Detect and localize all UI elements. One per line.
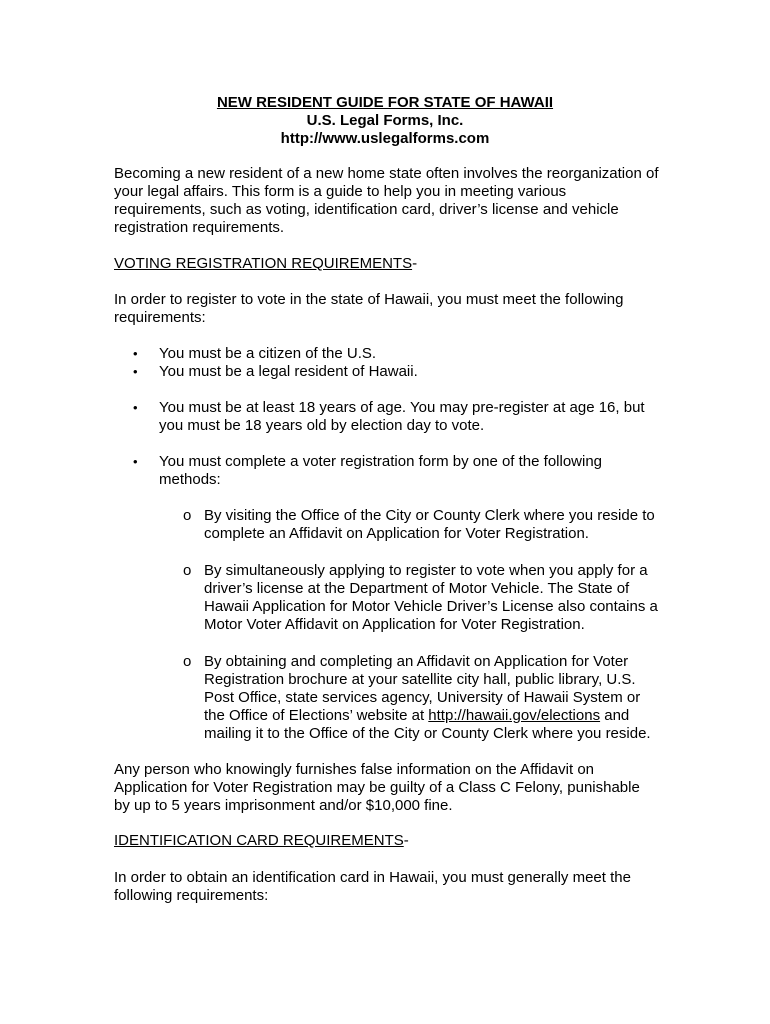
company-name: U.S. Legal Forms, Inc. xyxy=(306,112,464,129)
voting-heading-suffix: - xyxy=(412,255,418,272)
penalty-paragraph: Any person who knowingly furnishes false information on the Affidavit on Application for Voter Registration may be guilty of a Class C Felony, punishable by up to 5 years imprisonment and/or $10,000 fine. xyxy=(114,761,640,814)
intro-paragraph: Becoming a new resident of a new home state often involves the reorganization of your legal affairs. This form is a guide to help you in meeting various requirements, such as voting, identification card, driver’s license and vehicle registration requirements. xyxy=(114,165,659,236)
method-item-text: By obtaining and completing an Affidavit on Application for Voter Registration brochure at your satellite city hall, public library, U.S. Post Office, state services agency, University of Hawaii System or the Office of Elections’ website at xyxy=(204,653,641,724)
id-card-lead-paragraph: In order to obtain an identification card in Hawaii, you must generally meet the following requirements: xyxy=(114,869,631,904)
method-item: By visiting the Office of the City or County Clerk where you reside to complete an Affidavit on Application for Voter Registration. xyxy=(204,507,655,542)
bullet-marker: • xyxy=(133,454,138,469)
sub-bullet-marker: o xyxy=(183,653,192,670)
bullet-item: You must be a citizen of the U.S. xyxy=(159,345,377,362)
id-card-section-heading xyxy=(114,832,659,850)
voting-lead-paragraph: In order to register to vote in the state of Hawaii, you must meet the following requirements: xyxy=(114,291,624,326)
bullet-item: You must be a legal resident of Hawaii. xyxy=(159,363,418,380)
bullet-marker: • xyxy=(133,400,138,415)
bullet-marker: • xyxy=(133,364,138,379)
voting-heading-text: VOTING REGISTRATION REQUIREMENTS xyxy=(114,255,413,272)
elections-website-link[interactable]: http://hawaii.gov/elections xyxy=(428,707,601,724)
method-item-text: and mailing it to the Office of the City or County Clerk where you reside. xyxy=(204,707,651,742)
sub-bullet-marker: o xyxy=(183,562,192,579)
sub-bullet-marker: o xyxy=(183,507,192,524)
document-title: NEW RESIDENT GUIDE FOR STATE OF HAWAII xyxy=(216,94,554,111)
bullet-marker: • xyxy=(133,346,138,361)
method-item: By simultaneously applying to register to vote when you apply for a driver’s license at the Department of Motor Vehicle. The State of Hawaii Application for Motor Vehicle Driver’s License also contains a Motor Voter Affidavit on Application for Voter Registration. xyxy=(204,562,658,633)
bullet-item: You must complete a voter registration form by one of the following methods: xyxy=(159,453,603,488)
bullet-item: You must be at least 18 years of age. You may pre-register at age 16, but you must be 18 years old by election day to vote. xyxy=(159,399,645,434)
voting-section-heading xyxy=(114,255,659,273)
company-website: http://www.uslegalforms.com xyxy=(280,130,490,147)
id-card-heading-suffix: - xyxy=(403,832,409,849)
id-card-heading-text: IDENTIFICATION CARD REQUIREMENTS xyxy=(114,832,404,849)
method-item xyxy=(204,653,660,743)
